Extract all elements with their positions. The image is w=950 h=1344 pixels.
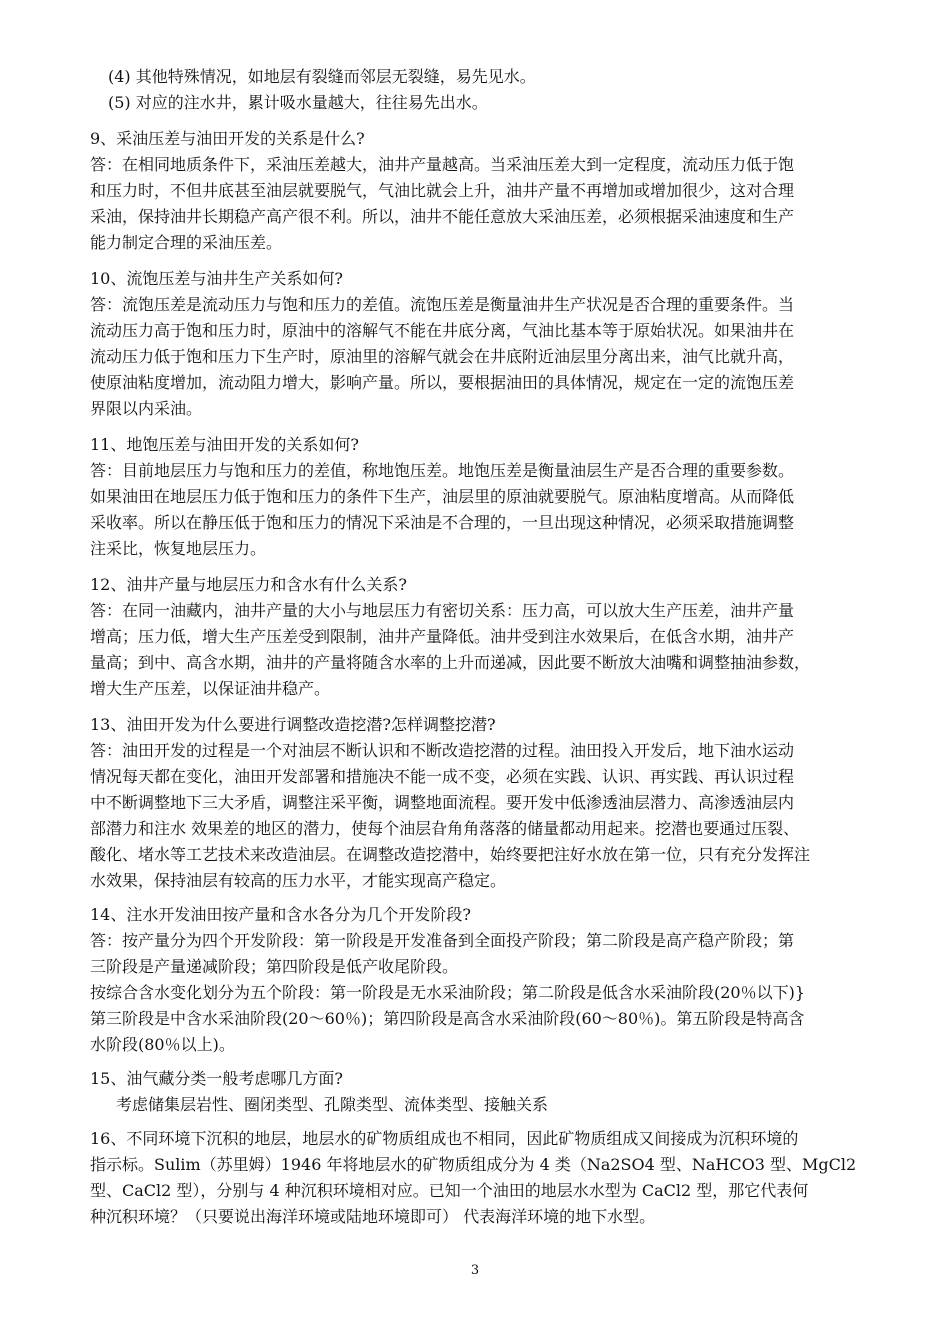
answer-11-line-2: 如果油田在地层压力低于饱和压力的条件下生产，油层里的原油就要脱气。原油粘度增高。从而降低: [90, 487, 795, 506]
list-item-4: (4) 其他特殊情况，如地层有裂缝而邻层无裂缝，易先见水。: [108, 67, 536, 86]
answer-9-line-4: 能力制定合理的采油压差。: [90, 233, 283, 252]
answer-13-line-3: 中不断调整地下三大矛盾，调整注采平衡，调整地面流程。要开发中低渗透油层潜力、高渗透油层内: [90, 793, 795, 812]
answer-11-line-4: 注采比，恢复地层压力。: [90, 539, 267, 558]
qa-block-11: [90, 432, 862, 562]
question-12: 12、油井产量与地层压力和含水有什么关系?: [90, 575, 407, 594]
answer-13-line-2: 情况每天都在变化，油田开发部署和措施决不能一成不变，必须在实践、认识、再实践、再认识过程: [90, 767, 795, 786]
question-13: 13、油田开发为什么要进行调整改造挖潜?怎样调整挖潜?: [90, 715, 496, 734]
question-16-line-2: 指示标。Sulim（苏里姆）1946 年将地层水的矿物质组成分为 4 类（Na2SO4 型、NaHCO3 型、MgCl2: [90, 1155, 857, 1174]
question-11: 11、地饱压差与油田开发的关系如何?: [90, 435, 359, 454]
answer-12-line-4: 增大生产压差，以保证油井稳产。: [90, 679, 331, 698]
qa-block-16: [90, 1126, 862, 1230]
answer-14-line-2: 三阶段是产量递减阶段；第四阶段是低产收尾阶段。: [90, 957, 459, 976]
question-16-line-3: 型、CaCl2 型），分别与 4 种沉积环境相对应。已知一个油田的地层水水型为 CaCl2 型，那它代表何: [90, 1181, 809, 1200]
answer-10-line-5: 界限以内采油。: [90, 399, 203, 418]
question-9: 9、采油压差与油田开发的关系是什么?: [90, 129, 365, 148]
list-continuation: [90, 64, 862, 116]
answer-14-line-3: 按综合含水变化划分为五个阶段：第一阶段是无水采油阶段；第二阶段是低含水采油阶段(20％以下)}: [90, 983, 806, 1002]
qa-block-14: [90, 902, 862, 1058]
qa-block-13: [90, 712, 862, 894]
answer-14-line-1: 答：按产量分为四个开发阶段：第一阶段是开发准备到全面投产阶段；第二阶段是高产稳产阶段；第: [90, 931, 795, 950]
answer-13-line-6: 水效果，保持油层有较高的压力水平，才能实现高产稳定。: [90, 871, 507, 890]
answer-10-line-4: 使原油粘度增加，流动阻力增大，影响产量。所以，要根据油田的具体情况，规定在一定的流饱压差: [90, 373, 795, 392]
answer-14-line-5: 水阶段(80％以上)。: [90, 1035, 235, 1054]
question-15: 15、油气藏分类一般考虑哪几方面?: [90, 1069, 343, 1088]
qa-block-12: [90, 572, 862, 702]
qa-block-10: [90, 266, 862, 422]
answer-13-line-4: 部潜力和注水 效果差的地区的潜力，使每个油层旮角角落落的储量都动用起来。挖潜也要通过压裂、: [90, 819, 800, 838]
answer-13-line-5: 酸化、堵水等工艺技术来改造油层。在调整改造挖潜中，始终要把注好水放在第一位，只有充分发挥注: [90, 845, 811, 864]
answer-9-line-1: 答：在相同地质条件下，采油压差越大，油井产量越高。当采油压差大到一定程度，流动压力低于饱: [90, 155, 795, 174]
question-16-line-1: 16、不同环境下沉积的地层，地层水的矿物质组成也不相同，因此矿物质组成又间接成为沉积环境的: [90, 1129, 799, 1148]
answer-15: 考虑储集层岩性、圈闭类型、孔隙类型、流体类型、接触关系: [116, 1095, 549, 1114]
answer-9-line-2: 和压力时，不但井底甚至油层就要脱气，气油比就会上升，油井产量不再增加或增加很少，这对合理: [90, 181, 795, 200]
answer-12-line-3: 量高；到中、高含水期，油井的产量将随含水率的上升而递减，因此要不断放大油嘴和调整抽油参数，: [90, 653, 811, 672]
answer-12-line-1: 答：在同一油藏内，油井产量的大小与地层压力有密切关系：压力高，可以放大生产压差，油井产量: [90, 601, 795, 620]
list-item-5: (5) 对应的注水井，累计吸水量越大，往往易先出水。: [108, 93, 488, 112]
answer-10-line-1: 答：流饱压差是流动压力与饱和压力的差值。流饱压差是衡量油井生产状况是否合理的重要条件。当: [90, 295, 795, 314]
answer-11-line-1: 答：目前地层压力与饱和压力的差值，称地饱压差。地饱压差是衡量油层生产是否合理的重要参数。: [90, 461, 795, 480]
document-page: [90, 64, 862, 1238]
qa-block-9: [90, 126, 862, 256]
page-number: 3: [470, 1263, 480, 1278]
answer-13-line-1: 答：油田开发的过程是一个对油层不断认识和不断改造挖潜的过程。油田投入开发后，地下油水运动: [90, 741, 795, 760]
answer-11-line-3: 采收率。所以在静压低于饱和压力的情况下采油是不合理的，一旦出现这种情况，必须采取措施调整: [90, 513, 795, 532]
question-14: 14、注水开发油田按产量和含水各分为几个开发阶段?: [90, 905, 471, 924]
answer-12-line-2: 增高；压力低，增大生产压差受到限制，油井产量降低。油井受到注水效果后，在低含水期，油井产: [90, 627, 795, 646]
answer-14-line-4: 第三阶段是中含水采油阶段(20～60％)；第四阶段是高含水采油阶段(60～80％)。第五阶段是特高含: [90, 1009, 805, 1028]
qa-block-15: [90, 1066, 862, 1118]
question-10: 10、流饱压差与油井生产关系如何?: [90, 269, 343, 288]
answer-10-line-2: 流动压力高于饱和压力时，原油中的溶解气不能在井底分离，气油比基本等于原始状况。如果油井在: [90, 321, 795, 340]
answer-9-line-3: 采油，保持油井长期稳产高产很不利。所以，油井不能任意放大采油压差，必须根据采油速度和生产: [90, 207, 795, 226]
answer-10-line-3: 流动压力低于饱和压力下生产时，原油里的溶解气就会在井底附近油层里分离出来，油气比就升高，: [90, 347, 795, 366]
question-16-line-4: 种沉积环境？（只要说出海洋环境或陆地环境即可） 代表海洋环境的地下水型。: [90, 1207, 656, 1226]
